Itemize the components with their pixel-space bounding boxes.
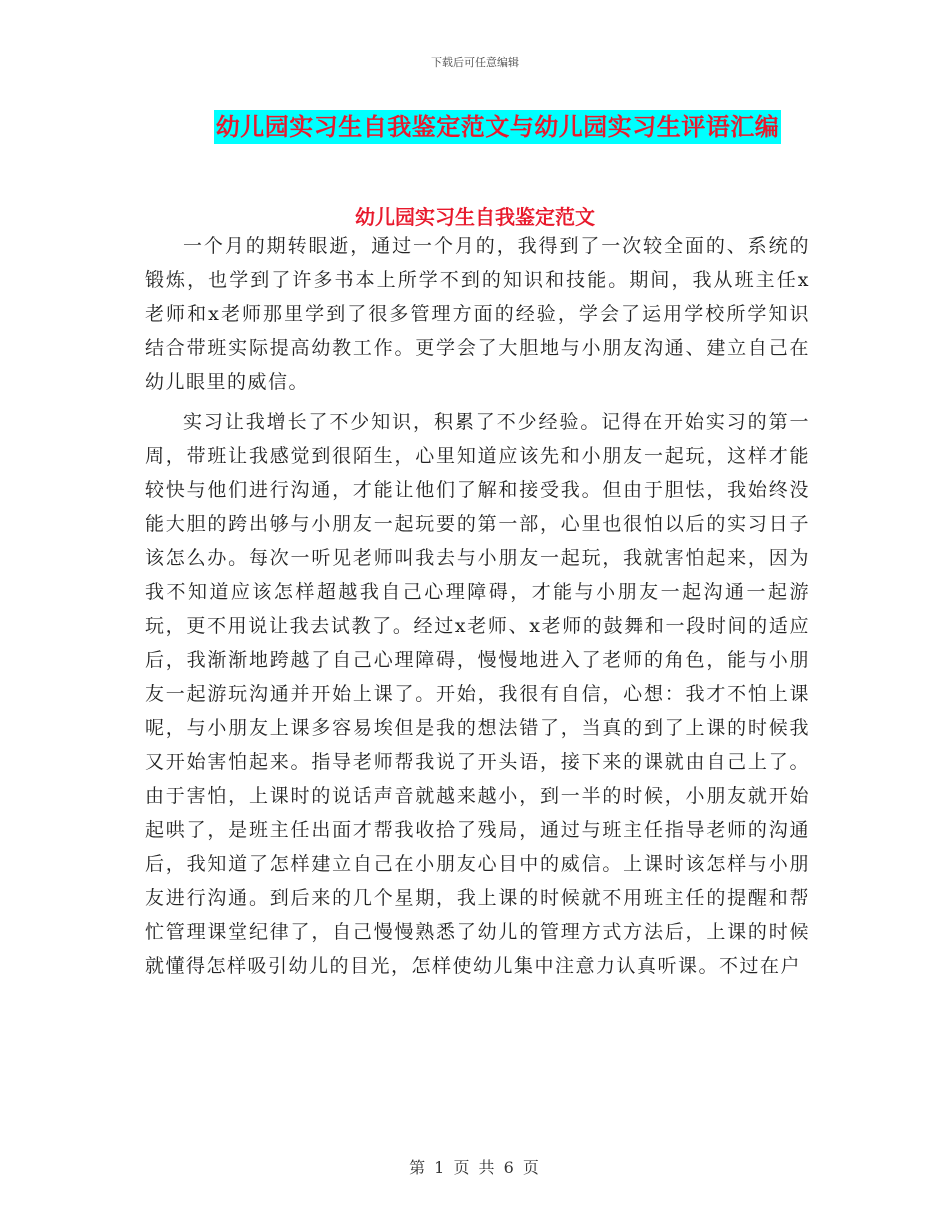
page-header-note: 下载后可任意编辑: [431, 56, 519, 69]
section-title: 幼儿园实习生自我鉴定范文: [355, 205, 595, 229]
page-number-footer: 第 1 页 共 6 页: [409, 1158, 541, 1177]
document-title: 幼儿园实习生自我鉴定范文与幼儿园实习生评语汇编: [214, 110, 782, 144]
body-paragraph: 一个月的期转眼逝，通过一个月的，我得到了一次较全面的、系统的锻炼，也学到了许多书本上所学不到的知识和技能。期间，我从班主任x老师和x老师那里学到了很多管理方面的经验，学会了运用学校所学知识结合带班实际提高幼教工作。更学会了大胆地与小朋友沟通、建立自己在幼儿眼里的威信。: [145, 235, 810, 393]
document-body: [145, 229, 810, 989]
main-title-container: [0, 110, 950, 144]
body-paragraph: 实习让我增长了不少知识，积累了不少经验。记得在开始实习的第一周，带班让我感觉到很陌生，心里知道应该先和小朋友一起玩，这样才能较快与他们进行沟通，才能让他们了解和接受我。但由于胆怯，我始终没能大胆的跨出够与小朋友一起玩要的第一部，心里也很怕以后的实习日子该怎么办。每次一听见老师叫我去与小朋友一起玩，我就害怕起来，因为我不知道应该怎样超越我自己心理障碍，才能与小朋友一起沟通一起游玩，更不用说让我去试教了。经过x老师、x老师的鼓舞和一段时间的适应后，我渐渐地跨越了自己心理障碍，慢慢地进入了老师的角色，能与小朋友一起游玩沟通并开始上课了。开始，我很有自信，心想：我才不怕上课呢，与小朋友上课多容易埃但是我的想法错了，当真的到了上课的时候我又开始害怕起来。指导老师帮我说了开头语，接下来的课就由自己上了。由于害怕，上课时的说话声音就越来越小，到一半的时候，小朋友就开始起哄了，是班主任出面才帮我收拾了残局，通过与班主任指导老师的沟通后，我知道了怎样建立自己在小朋友心目中的威信。上课时该怎样与小朋友进行沟通。到后来的几个星期，我上课的时候就不用班主任的提醒和帮忙管理课堂纪律了，自己慢慢熟悉了幼儿的管理方式方法后，上课的时候就懂得怎样吸引幼儿的目光，怎样使幼儿集中注意力认真听课。不过在户: [145, 411, 810, 977]
